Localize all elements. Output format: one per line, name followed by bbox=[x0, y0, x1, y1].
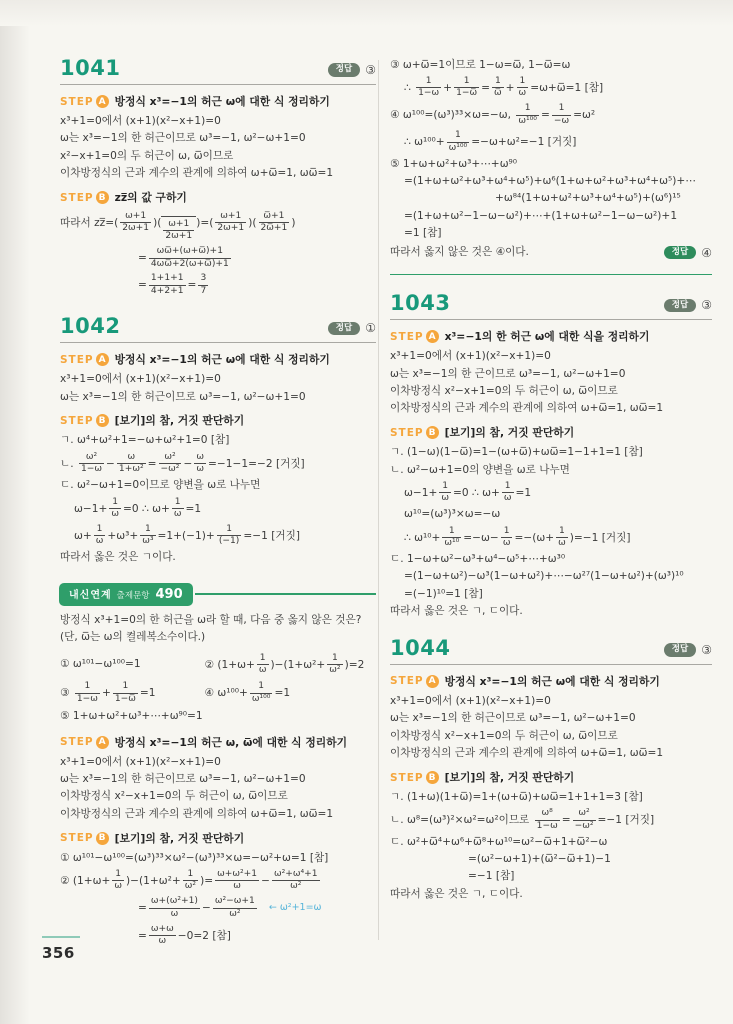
problem-number: 1042 bbox=[60, 314, 121, 339]
step-title: [보기]의 참, 거짓 판단하기 bbox=[444, 426, 575, 440]
answer-number: ④ bbox=[701, 245, 712, 260]
step-letter-icon: A bbox=[426, 330, 439, 343]
solution-line: ㄱ. (1+ω)(1+ω̅)=1+(ω+ω̅)+ωω̅=1+1+1=3 [참] bbox=[390, 791, 643, 804]
step-word: STEP bbox=[60, 736, 94, 749]
solution-line: 방정식 x³+1=0의 한 허근을 ω라 할 때, 다음 중 옳지 않은 것은? bbox=[60, 613, 362, 626]
problem-1044 bbox=[390, 636, 712, 903]
solution-line: ω−1+ $\frac{1}{\omega}$ =0 ∴ ω+ $\frac{1}{\omega}$ =1 bbox=[74, 496, 202, 519]
solution-line: 이차방정식의 근과 계수의 관계에 의하여 ω+ω̅=1, ωω̅=1 bbox=[390, 402, 664, 415]
section-divider bbox=[390, 274, 712, 276]
solution-line: x³+1=0에서 (x+1)(x²−x+1)=0 bbox=[60, 373, 221, 386]
answer-number: ① bbox=[365, 321, 376, 336]
step-title: 방정식 x³=−1의 허근 ω에 대한 식 정리하기 bbox=[114, 353, 330, 367]
page-number bbox=[42, 936, 80, 962]
solution-line: = $\frac{1+1+1}{4+2+1}$ = $\frac{3}{7}$ bbox=[138, 273, 207, 296]
solution-line: ∴ $\frac{1}{1-\omega}$ + $\frac{1}{1-\omega̅}$ = $\frac{1}{\omega̅}$ + $\frac{1}{\omega}$ =ω+ω̅=1 [참] bbox=[404, 75, 604, 99]
step-letter-icon: B bbox=[96, 191, 109, 204]
answer-badge bbox=[664, 298, 712, 312]
answer-pill: 정답 bbox=[328, 322, 360, 335]
step-letter-icon: A bbox=[426, 675, 439, 688]
solution-line: ④ ω¹⁰⁰=(ω³)³³×ω=−ω, $\frac{1}{\text{ω¹⁰⁰}}$ = $\frac{1}{-\omega}$ =ω² bbox=[390, 103, 596, 126]
linked-badge-subtitle: 출제문항 bbox=[116, 591, 150, 602]
step-header bbox=[60, 831, 376, 846]
linked-problem-badge bbox=[60, 584, 192, 605]
solution-line: ω는 x³=−1의 한 근이므로 ω³=−1, ω²−ω+1=0 bbox=[390, 367, 626, 380]
step-header bbox=[390, 674, 712, 689]
solution-line: ① ω¹⁰¹−ω¹⁰⁰=(ω³)³³×ω²−(ω³)³³×ω=−ω²+ω=1 [참] bbox=[60, 851, 329, 864]
step-title: zz̅의 값 구하기 bbox=[114, 191, 187, 205]
solution-line: ㄴ. ω⁸=(ω³)²×ω²=ω²이므로 $\frac{\text{ω⁸}}{1-\omega}$ = $\frac{\text{ω²}}{\text{−ω²}}$ =−1 [거짓] bbox=[390, 808, 655, 831]
solution-line: =(1+ω+ω²+ω³+ω⁴+ω⁵)+ω⁶(1+ω+ω²+ω³+ω⁴+ω⁵)+⋯ bbox=[404, 175, 696, 188]
answer-number: ③ bbox=[701, 298, 712, 313]
right-column bbox=[390, 56, 712, 919]
solution-line: ① ω¹⁰¹−ω¹⁰⁰=1 bbox=[60, 657, 141, 670]
solution-line: ② (1+ω+ $\frac{1}{\omega}$ )−(1+ω²+ $\frac{1}{\text{ω²}}$ )=2 bbox=[204, 652, 365, 676]
solution-line: x³+1=0에서 (x+1)(x²−x+1)=0 bbox=[60, 115, 221, 127]
answer-pill: 정답 bbox=[664, 299, 696, 312]
page-edge-shadow bbox=[0, 0, 30, 1024]
solution-line: ㄷ. 1−ω+ω²−ω³+ω⁴−ω⁵+⋯+ω³⁰ bbox=[390, 552, 566, 565]
step-header bbox=[390, 425, 712, 440]
solution-line: = $\frac{\omega+\omega}{\omega}$ −0=2 [참] bbox=[138, 923, 231, 946]
problem-1041 bbox=[60, 56, 376, 298]
step-word: STEP bbox=[60, 95, 94, 108]
solution-line: +ω⁸⁴(1+ω+ω²+ω³+ω⁴+ω⁵)+(ω⁶)¹⁵ bbox=[495, 192, 681, 205]
solution-line: 이차방정식의 근과 계수의 관계에 의하여 ω+ω̅=1, ωω̅=1 bbox=[60, 807, 334, 820]
linked-problem-header bbox=[60, 584, 376, 605]
solution-line: 따라서 옳은 것은 ㄱ이다. bbox=[60, 551, 176, 563]
solution-line: ㄷ. ω²+ω̅⁴+ω⁶+ω̅⁸+ω¹⁰=ω²−ω̅+1+ω̅²−ω bbox=[390, 835, 608, 848]
left-column bbox=[60, 56, 376, 954]
solution-line: x²−x+1=0의 두 허근이 ω, ω̅이므로 bbox=[60, 149, 234, 162]
step-letter-icon: B bbox=[426, 771, 439, 784]
solution-line: 이차방정식 x²−x+1=0의 두 허근이 ω, ω̅이므로 bbox=[390, 384, 618, 397]
linked-choices bbox=[60, 650, 376, 726]
step-letter-icon: A bbox=[96, 95, 109, 108]
solution-line: ② (1+ω+ $\frac{1}{\omega}$ )−(1+ω²+ $\frac{1}{\text{ω²}}$ )= $\frac{\text{ω+ω²+1}}{\omega}$ − $\frac{\text{ω²+ω⁴+1}}{\text{ω²}}$ bbox=[60, 869, 318, 892]
solution-line: ③ $\frac{1}{1-\omega}$ + $\frac{1}{1-\omega̅}$ =1 bbox=[60, 681, 156, 704]
solution-line: ∴ ω¹⁰+ $\frac{1}{\text{ω¹⁰}}$ =−ω− $\frac{1}{\omega}$ =−(ω+ $\frac{1}{\omega}$ )=−1 [거짓] bbox=[404, 525, 631, 549]
solution-line: 따라서 옳은 것은 ㄱ, ㄷ이다. bbox=[390, 887, 523, 900]
step-title: 방정식 x³=−1의 허근 ω에 대한 식 정리하기 bbox=[444, 674, 660, 688]
problem-1042-header bbox=[60, 314, 376, 343]
linked-badge-title: 내신연계 bbox=[69, 590, 112, 602]
solution-line: (단, ω̅는 ω의 켤레복소수이다.) bbox=[60, 631, 206, 644]
solution-line: =(ω²−ω+1)+(ω̅²−ω̅+1)−1 bbox=[468, 853, 611, 866]
linked-problem-490 bbox=[60, 584, 376, 948]
step-letter-icon: B bbox=[96, 832, 109, 845]
answer-badge bbox=[328, 63, 376, 77]
problem-1041-solution bbox=[60, 94, 376, 298]
solution-line: 따라서 zz̅=( $\frac{\omega+1}{2\omega+1}$ )( $\frac{\omega+1}{2\omega+1}$ )=( $\frac{\omega+1}{2\omega+1}$ )( $\frac{\omega̅+1}{2\omega̅+1}$ ) bbox=[60, 210, 376, 244]
solution-line: =−1 [참] bbox=[468, 870, 515, 883]
step-header bbox=[60, 735, 376, 750]
problem-number: 1041 bbox=[60, 56, 121, 80]
step-header bbox=[60, 352, 376, 367]
solution-line: ㄴ. ω²−ω+1=0의 양변을 ω로 나누면 bbox=[390, 463, 570, 476]
solution-line: ω는 x³=−1의 한 허근이므로 ω³=−1, ω²−ω+1=0 bbox=[60, 772, 306, 785]
solution-line: ④ ω¹⁰⁰+ $\frac{1}{\text{ω¹⁰⁰}}$ =1 bbox=[204, 681, 291, 704]
linked-badge-number: 490 bbox=[155, 587, 183, 603]
step-header bbox=[60, 94, 376, 109]
step-word: STEP bbox=[390, 426, 424, 439]
step-word: STEP bbox=[60, 414, 94, 427]
column-divider bbox=[378, 60, 379, 940]
answer-badge bbox=[664, 643, 712, 657]
problem-1042-solution bbox=[60, 352, 376, 566]
problem-number: 1044 bbox=[390, 635, 451, 660]
solution-line: = $\frac{\text{ω+(ω²+1)}}{\omega}$ − $\frac{\text{ω²−ω+1}}{\text{ω²}}$ ← ω²+1=ω bbox=[138, 896, 322, 919]
solution-line: ω−1+ $\frac{1}{\omega}$ =0 ∴ ω+ $\frac{1}{\omega}$ =1 bbox=[404, 481, 532, 504]
answer-pill: 정답 bbox=[664, 246, 696, 259]
step-header bbox=[60, 190, 376, 205]
step-letter-icon: A bbox=[96, 353, 109, 366]
step-word: STEP bbox=[60, 353, 94, 366]
step-title: 방정식 x³=−1의 허근 ω, ω̅에 대한 식 정리하기 bbox=[114, 735, 348, 749]
linked-question bbox=[60, 613, 376, 646]
solution-line: x³+1=0에서 (x+1)(x²−x+1)=0 bbox=[390, 350, 551, 363]
answer-badge bbox=[664, 244, 712, 262]
answer-badge bbox=[328, 321, 376, 335]
solution-line: 이차방정식 x²−x+1=0의 두 허근이 ω, ω̅이므로 bbox=[390, 729, 618, 742]
solution-line: =(1+ω+ω²−1−ω−ω²)+⋯+(1+ω+ω²−1−ω−ω²)+1 bbox=[404, 209, 678, 222]
solution-line: 이차방정식 x²−x+1=0의 두 허근이 ω, ω̅이므로 bbox=[60, 790, 288, 803]
solution-line: = $\frac{\omega\omega̅+(\omega+\omega̅)+1}{4\omega\omega̅+2(\omega+\omega̅)+1}$ bbox=[138, 246, 229, 269]
problem-1044-header bbox=[390, 636, 712, 665]
solution-line: ω¹⁰=(ω³)³×ω=−ω bbox=[404, 508, 501, 521]
solution-line: ㄴ. $\frac{\text{ω²}}{1-\omega}$ − $\frac{\omega}{\text{1+ω²}}$ = $\frac{\text{ω²}}{\text{−ω²}}$ − $\frac{\omega}{\omega}$ =−1−1=−2 [거짓] bbox=[60, 451, 305, 475]
step-word: STEP bbox=[390, 675, 424, 688]
step-title: [보기]의 참, 거짓 판단하기 bbox=[444, 771, 575, 785]
solution-line: =(1−ω+ω²)−ω³(1−ω+ω²)+⋯−ω²⁷(1−ω+ω²)+(ω³)¹⁰ bbox=[404, 570, 684, 583]
solution-line: 이차방정식의 근과 계수의 관계에 의하여 ω+ω̅=1, ωω̅=1 bbox=[60, 167, 334, 180]
answer-pill: 정답 bbox=[328, 63, 360, 76]
step-letter-icon: B bbox=[96, 414, 109, 427]
linked-solution bbox=[60, 735, 376, 949]
problem-1042 bbox=[60, 314, 376, 566]
solution-line: ω는 x³=−1의 한 허근이므로 ω³=−1, ω²−ω+1=0 bbox=[60, 132, 306, 145]
solution-line: ③ ω+ω̅=1이므로 1−ω=ω̅, 1−ω̅=ω bbox=[390, 58, 571, 71]
solution-line: ㄱ. ω⁴+ω²+1=−ω+ω²+1=0 [참] bbox=[60, 434, 230, 447]
problem-1041-header bbox=[60, 56, 376, 85]
step-word: STEP bbox=[390, 330, 424, 343]
solution-line: ω+ $\frac{1}{\omega}$ +ω³+ $\frac{1}{\text{ω³}}$ =1+(−1)+ $\frac{1}{(-1)}$ =−1 [거짓] bbox=[74, 523, 300, 547]
step-title: [보기]의 참, 거짓 판단하기 bbox=[114, 414, 245, 428]
page-number-value: 356 bbox=[42, 944, 75, 962]
step-word: STEP bbox=[60, 191, 94, 204]
solution-line: ⑤ 1+ω+ω²+ω³+⋯+ω⁹⁰ bbox=[390, 157, 518, 170]
solution-line: ω는 x³=−1의 한 허근이므로 ω³=−1, ω²−ω+1=0 bbox=[390, 712, 636, 725]
solution-line: x³+1=0에서 (x+1)(x²−x+1)=0 bbox=[390, 694, 551, 707]
solution-line: ㄷ. ω²−ω+1=0이므로 양변을 ω로 나누면 bbox=[60, 479, 261, 492]
step-header bbox=[60, 413, 376, 428]
solution-line: ω는 x³=−1의 한 허근이므로 ω³=−1, ω²−ω+1=0 bbox=[60, 390, 306, 403]
problem-number: 1043 bbox=[390, 291, 451, 316]
solution-line: ㄱ. (1−ω)(1−ω̅)=1−(ω+ω̅)+ωω̅=1−1+1=1 [참] bbox=[390, 446, 643, 459]
answer-pill: 정답 bbox=[664, 643, 696, 656]
solution-line: =(−1)¹⁰=1 [참] bbox=[404, 587, 483, 600]
answer-number: ③ bbox=[365, 63, 376, 77]
solution-line: ∴ ω¹⁰⁰+ $\frac{1}{\text{ω¹⁰⁰}}$ =−ω+ω²=−1 [거짓] bbox=[404, 130, 577, 153]
step-title: 방정식 x³=−1의 허근 ω에 대한 식 정리하기 bbox=[114, 95, 330, 108]
step-header bbox=[390, 329, 712, 344]
linked-solution-continued bbox=[390, 58, 712, 262]
step-letter-icon: A bbox=[96, 736, 109, 749]
answer-number: ③ bbox=[701, 642, 712, 657]
step-title: x³=−1의 한 허근 ω에 대한 식을 정리하기 bbox=[444, 330, 650, 344]
solution-line: =1 [참] bbox=[404, 227, 442, 240]
linked-header-rule bbox=[195, 593, 376, 595]
solution-line: x³+1=0에서 (x+1)(x²−x+1)=0 bbox=[60, 755, 221, 768]
problem-1043-header bbox=[390, 291, 712, 320]
solution-line: 따라서 옳지 않은 것은 ④이다. 정답 ④ bbox=[390, 245, 712, 260]
step-word: STEP bbox=[390, 771, 424, 784]
solution-line: ⑤ 1+ω+ω²+ω³+⋯+ω⁹⁰=1 bbox=[60, 710, 203, 723]
solution-line: 따라서 옳은 것은 ㄱ, ㄷ이다. bbox=[390, 605, 523, 618]
step-header bbox=[390, 770, 712, 785]
margin-note: ← ω²+1=ω bbox=[268, 902, 322, 914]
page-top-shadow bbox=[0, 0, 733, 26]
problem-1043-solution bbox=[390, 329, 712, 620]
step-word: STEP bbox=[60, 832, 94, 845]
page-number-rule bbox=[42, 936, 80, 938]
solution-line: 이차방정식의 근과 계수의 관계에 의하여 ω+ω̅=1, ωω̅=1 bbox=[390, 747, 664, 760]
problem-1044-solution bbox=[390, 674, 712, 903]
problem-1043 bbox=[390, 291, 712, 620]
step-title: [보기]의 참, 거짓 판단하기 bbox=[114, 831, 245, 845]
step-letter-icon: B bbox=[426, 426, 439, 439]
